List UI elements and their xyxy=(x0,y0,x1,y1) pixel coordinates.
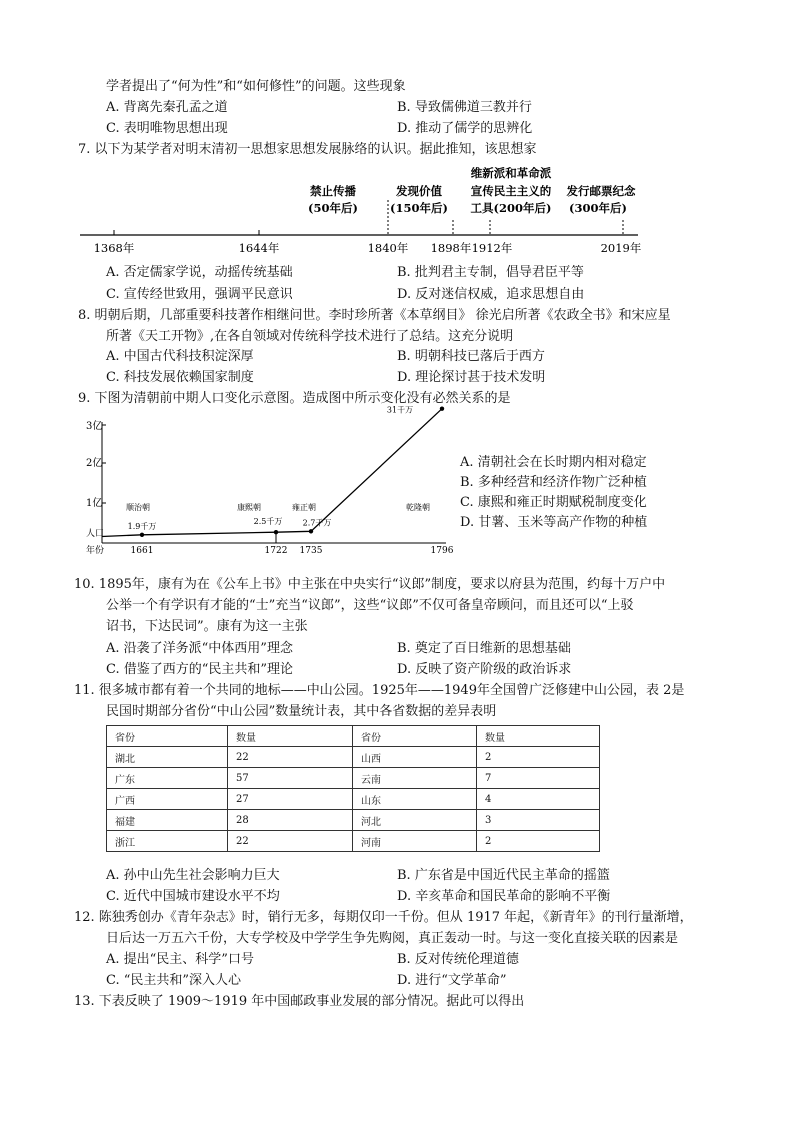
q11-stem-line1: 11. 很多城市都有着一个共同的地标——中山公园。1925年——1949年全国曾广泛修建中山公园，表 2是 xyxy=(74,683,685,698)
table-header-row xyxy=(107,726,600,747)
table-cell: 7 xyxy=(477,768,600,789)
table-header-cell: 数量 xyxy=(477,726,600,747)
timeline-event-2-line1: 发现价值 xyxy=(396,184,442,198)
q8-option-d[interactable]: D. 理论探讨甚于技术发明 xyxy=(397,370,546,385)
population-point-1661 xyxy=(140,533,144,537)
q10-stem-line2: 公举一个有学识有才能的“士”充当“议郎”，这些“议郎”不仅可备皇帝顾问，而且还可以“上驳 xyxy=(106,598,634,613)
q6-option-b[interactable]: B. 导致儒佛道三教并行 xyxy=(397,100,532,115)
q13-stem: 13. 下表反映了 1909～1919 年中国邮政事业发展的部分情况。据此可以得出 xyxy=(74,994,525,1009)
timeline-event-3-line0: 维新派和革命派 xyxy=(470,166,552,180)
population-point-label-1735: 2.7千万 xyxy=(302,518,332,528)
q10-option-a[interactable]: A. 沿袭了洋务派“中体西用”理念 xyxy=(106,641,293,656)
timeline-event-2-line2: (150年后) xyxy=(390,201,448,215)
table-cell: 57 xyxy=(228,768,353,789)
q9-option-d[interactable]: D. 甘薯、玉米等高产作物的种植 xyxy=(460,515,648,530)
population-point-1735 xyxy=(309,529,313,533)
q6-option-d[interactable]: D. 推动了儒学的思辨化 xyxy=(397,121,533,136)
table-row xyxy=(107,831,600,852)
timeline-year-4: 1898年 xyxy=(430,241,472,255)
timeline-event-4-line1: 发行邮票纪念 xyxy=(566,184,636,198)
q7-option-d[interactable]: D. 反对迷信权威，追求思想自由 xyxy=(397,287,585,302)
table-cell: 广西 xyxy=(107,789,228,810)
timeline-event-1-line2: (50年后) xyxy=(308,201,358,215)
y-tick-label-2: 2亿 xyxy=(86,458,103,469)
timeline-year-5: 1912年 xyxy=(471,241,513,255)
q12-option-a[interactable]: A. 提出“民主、科学”口号 xyxy=(106,952,254,967)
table-cell: 27 xyxy=(228,789,353,810)
table-header-cell: 省份 xyxy=(353,726,477,747)
x-tick-label-1722: 1722 xyxy=(264,546,288,556)
q12-option-c[interactable]: C. “民主共和”深入人心 xyxy=(106,973,242,988)
q8-option-c[interactable]: C. 科技发展依赖国家制度 xyxy=(106,370,254,385)
y-axis-label: 人口 xyxy=(86,529,105,539)
q7-option-c[interactable]: C. 宣传经世致用，强调平民意识 xyxy=(106,287,293,302)
q8-stem-line2: 所著《天工开物》,在各自领域对传统科学技术进行了总结。这充分说明 xyxy=(106,329,514,344)
timeline-year-1: 1368年 xyxy=(93,241,135,255)
table-cell: 2 xyxy=(477,831,600,852)
timeline-event-4-line2: (300年后) xyxy=(569,201,627,215)
timeline-year-6: 2019年 xyxy=(600,241,642,255)
q9-option-c[interactable]: C. 康熙和雍正时期赋税制度变化 xyxy=(460,495,647,510)
q6-option-a[interactable]: A. 背离先秦孔孟之道 xyxy=(106,100,228,115)
y-tick-label-3: 3亿 xyxy=(86,421,103,432)
reign-kangxi: 康熙朝 xyxy=(237,503,261,512)
q9-option-a[interactable]: A. 清朝社会在长时期内相对稳定 xyxy=(460,455,647,470)
q11-option-c[interactable]: C. 近代中国城市建设水平不均 xyxy=(106,889,280,904)
table-row xyxy=(107,789,600,810)
table-cell: 广东 xyxy=(107,768,228,789)
x-tick-label-1796: 1796 xyxy=(430,546,454,556)
reign-qianlong: 乾隆朝 xyxy=(406,503,430,512)
q7-timeline xyxy=(78,162,644,258)
table-row xyxy=(107,747,600,768)
x-tick-label-1661: 1661 xyxy=(130,546,154,556)
population-point-label-1796: 31千万 xyxy=(386,406,414,415)
timeline-event-3-line2: 工具(200年后) xyxy=(470,201,552,215)
table-row xyxy=(107,768,600,789)
q12-option-b[interactable]: B. 反对传统伦理道德 xyxy=(397,952,519,967)
table-cell: 福建 xyxy=(107,810,228,831)
q10-option-b[interactable]: B. 奠定了百日维新的思想基础 xyxy=(397,641,571,656)
q11-option-a[interactable]: A. 孙中山先生社会影响力巨大 xyxy=(106,868,280,883)
q9-option-b[interactable]: B. 多种经营和经济作物广泛种植 xyxy=(460,475,647,490)
q7-option-a[interactable]: A. 否定儒家学说，动摇传统基础 xyxy=(106,265,293,280)
q11-stem-line2: 民国时期部分省份“中山公园”数量统计表，其中各省数据的差异表明 xyxy=(106,704,497,719)
table-cell: 山西 xyxy=(353,747,477,768)
q10-stem-line1: 10. 1895年，康有为在《公车上书》中主张在中央实行“议郎”制度，要求以府县为范围，约每十万户中 xyxy=(74,577,666,592)
x-axis-label: 年份 xyxy=(86,546,105,556)
population-point-label-1661: 1.9千万 xyxy=(127,521,157,531)
table-header-cell: 省份 xyxy=(107,726,228,747)
q6-option-c[interactable]: C. 表明唯物思想出现 xyxy=(106,121,228,136)
q7-option-b[interactable]: B. 批判君主专制，倡导君臣平等 xyxy=(397,265,584,280)
reign-shunzhi: 顺治朝 xyxy=(126,503,150,512)
q11-option-d[interactable]: D. 辛亥革命和国民革命的影响不平衡 xyxy=(397,889,611,904)
table-cell: 湖北 xyxy=(107,747,228,768)
table-cell: 河南 xyxy=(353,831,477,852)
reign-yongzheng: 雍正朝 xyxy=(292,503,316,512)
table-cell: 22 xyxy=(228,747,353,768)
q12-stem-line1: 12. 陈独秀创办《青年杂志》时，销行无多，每期仅印一千份。但从 1917 年起，《新青年》的刊行量渐增， xyxy=(74,910,693,925)
table-cell: 河北 xyxy=(353,810,477,831)
q9-population-chart xyxy=(84,406,454,556)
q10-option-c[interactable]: C. 借鉴了西方的“民主共和”理论 xyxy=(106,662,294,677)
q6-stem-tail: 学者提出了“何为性”和“如何修性”的问题。这些现象 xyxy=(106,79,406,94)
q11-option-b[interactable]: B. 广东省是中国近代民主革命的摇篮 xyxy=(397,868,610,883)
table-cell: 山东 xyxy=(353,789,477,810)
q7-stem: 7. 以下为某学者对明末清初一思想家思想发展脉络的认识。据此推知，该思想家 xyxy=(78,142,537,157)
q11-province-table xyxy=(106,725,600,852)
x-tick-label-1735: 1735 xyxy=(299,546,323,556)
q8-option-a[interactable]: A. 中国古代科技积淀深厚 xyxy=(106,349,254,364)
table-cell: 3 xyxy=(477,810,600,831)
table-row xyxy=(107,810,600,831)
table-header-cell: 数量 xyxy=(228,726,353,747)
q9-stem: 9. 下图为清朝前中期人口变化示意图。造成图中所示变化没有必然关系的是 xyxy=(78,391,511,406)
population-point-1796 xyxy=(440,406,444,410)
table-cell: 浙江 xyxy=(107,831,228,852)
table-cell: 22 xyxy=(228,831,353,852)
q8-option-b[interactable]: B. 明朝科技已落后于西方 xyxy=(397,349,545,364)
q8-stem-line1: 8. 明朝后期，几部重要科技著作相继问世。李时珍所著《本草纲目》 徐光启所著《农政全书》和宋应星 xyxy=(78,308,671,323)
q12-stem-line2: 日后达一万五六千份，大专学校及中学学生争先购阅，真正轰动一时。与这一变化直接关联的因素是 xyxy=(106,931,679,946)
q10-option-d[interactable]: D. 反映了资产阶级的政治诉求 xyxy=(397,662,572,677)
table-cell: 云南 xyxy=(353,768,477,789)
timeline-year-3: 1840年 xyxy=(367,241,409,255)
table-cell: 4 xyxy=(477,789,600,810)
timeline-event-1-line1: 禁止传播 xyxy=(310,184,356,198)
q12-option-d[interactable]: D. 进行“文学革命” xyxy=(397,973,507,988)
timeline-event-3-line1: 宣传民主主义的 xyxy=(470,184,552,198)
table-cell: 2 xyxy=(477,747,600,768)
y-tick-label-1: 1亿 xyxy=(86,498,103,509)
population-point-label-1722: 2.5千万 xyxy=(253,517,283,527)
q10-stem-line3: 诏书，下达民词”。康有为这一主张 xyxy=(106,619,308,634)
table-cell: 28 xyxy=(228,810,353,831)
timeline-year-2: 1644年 xyxy=(238,241,280,255)
